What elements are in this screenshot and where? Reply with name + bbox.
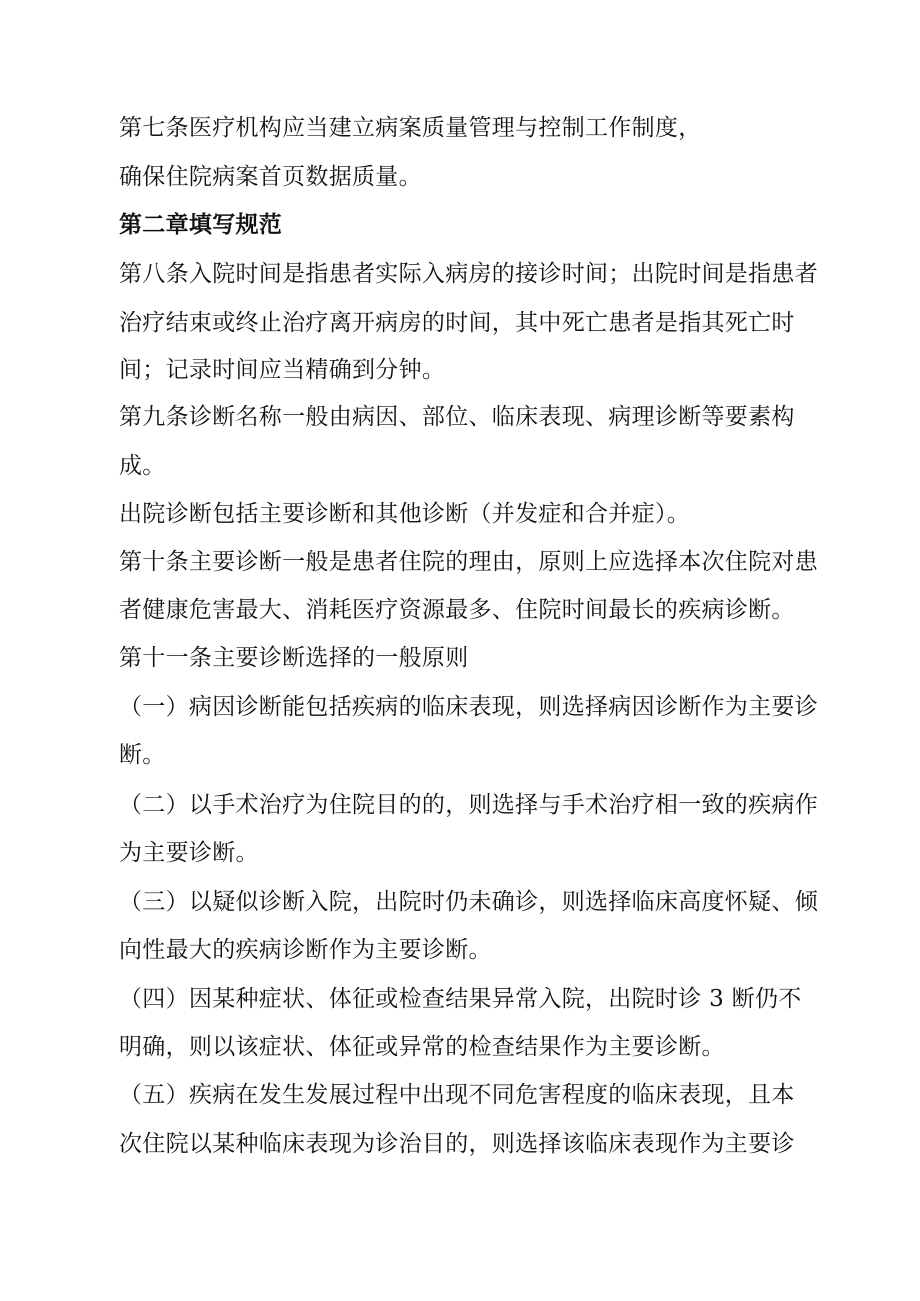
article-10-line-1: 第十条主要诊断一般是患者住院的理由，原则上应选择本次住院对患 (119, 549, 818, 575)
article-10-line-2: 者健康危害最大、消耗医疗资源最多、住院时间最长的疾病诊断。 (119, 597, 795, 623)
principle-4-line-1: （四）因某种症状、体征或检查结果异常入院，出院时诊 3 断仍不 (119, 986, 802, 1012)
principle-1-line-2: 断。 (119, 742, 166, 768)
discharge-diagnosis-line: 出院诊断包括主要诊断和其他诊断（并发症和合并症）。 (119, 501, 690, 527)
article-9-line-1: 第九条诊断名称一般由病因、部位、临床表现、病理诊断等要素构 (119, 404, 795, 430)
article-9-line-2: 成。 (119, 453, 166, 479)
principle-2-line-1: （二）以手术治疗为住院目的的，则选择与手术治疗相一致的疾病作 (119, 792, 818, 818)
principle-5-line-1: （五）疾病在发生发展过程中出现不同危害程度的临床表现，且本 (119, 1082, 795, 1108)
article-8-line-3: 间；记录时间应当精确到分钟。 (119, 357, 446, 383)
principle-2-line-2: 为主要诊断。 (119, 840, 259, 866)
article-7-line-1: 第七条医疗机构应当建立病案质量管理与控制工作制度， (119, 115, 702, 141)
principle-4-line-2: 明确，则以该症状、体征或异常的检查结果作为主要诊断。 (119, 1034, 725, 1060)
principle-5-line-2: 次住院以某种临床表现为诊治目的，则选择该临床表现作为主要诊 (119, 1131, 795, 1157)
principle-3-line-1: （三）以疑似诊断入院，出院时仍未确诊，则选择临床高度怀疑、倾 (119, 889, 818, 915)
principle-1-line-1: （一）病因诊断能包括疾病的临床表现，则选择病因诊断作为主要诊 (119, 694, 818, 720)
principle-3-line-2: 向性最大的疾病诊断作为主要诊断。 (119, 937, 492, 963)
article-8-line-1: 第八条入院时间是指患者实际入病房的接诊时间；出院时间是指患者 (119, 261, 818, 287)
chapter-2-heading: 第二章填写规范 (119, 212, 283, 238)
article-11-line: 第十一条主要诊断选择的一般原则 (119, 645, 469, 671)
article-7-line-2: 确保住院病案首页数据质量。 (119, 164, 422, 190)
article-8-line-2: 治疗结束或终止治疗离开病房的时间，其中死亡患者是指其死亡时 (119, 310, 795, 336)
